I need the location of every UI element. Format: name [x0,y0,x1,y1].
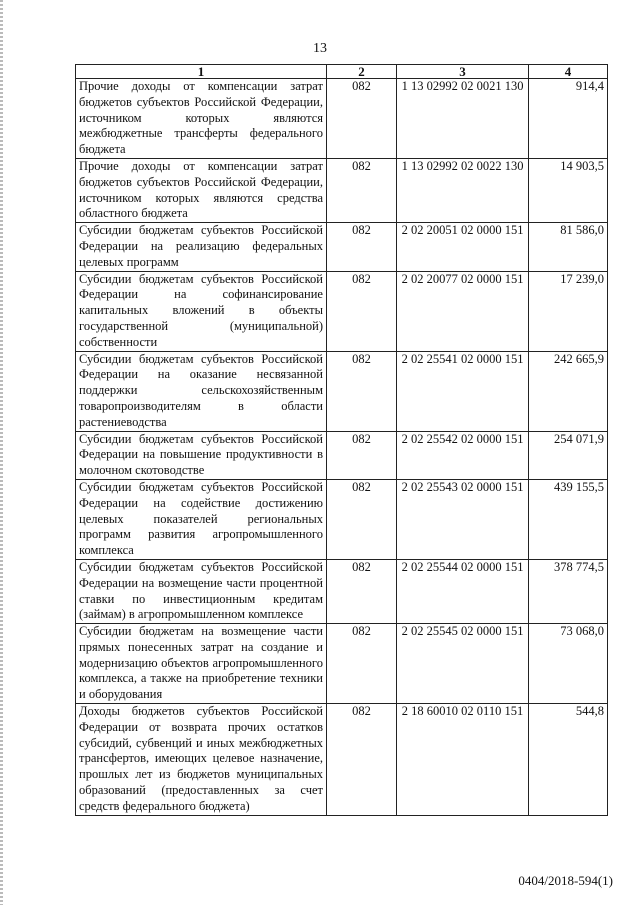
row-admin-code: 082 [327,79,397,159]
row-admin-code: 082 [327,158,397,222]
table-row [76,559,608,623]
table-row [76,223,608,271]
document-id: 0404/2018-594(1) [518,873,613,888]
row-budget-code: 2 02 20051 02 0000 151 [397,223,529,271]
table-row [76,79,608,159]
row-admin-code: 082 [327,431,397,479]
row-name: Субсидии бюджетам субъектов Российской Федерации на софинансирование капитальных вложений в объекты государственной (муниципальной) собственности [76,271,327,351]
row-amount: 14 903,5 [529,158,608,222]
header-col-4: 4 [529,65,608,79]
row-amount: 439 155,5 [529,479,608,559]
row-amount: 378 774,5 [529,559,608,623]
row-admin-code: 082 [327,559,397,623]
row-budget-code: 2 02 25544 02 0000 151 [397,559,529,623]
row-budget-code: 2 02 25541 02 0000 151 [397,351,529,431]
row-amount: 242 665,9 [529,351,608,431]
row-name: Доходы бюджетов субъектов Российской Федерации от возврата прочих остатков субсидий, субвенций и иных межбюджетных трансфертов, имеющих целевое назначение, прошлых лет из бюджетов муниципальных образований (предоставленных за счет средств федерального бюджета) [76,704,327,816]
row-amount: 914,4 [529,79,608,159]
header-col-1: 1 [76,65,327,79]
table-row [76,158,608,222]
row-admin-code: 082 [327,479,397,559]
row-budget-code: 2 02 25543 02 0000 151 [397,479,529,559]
table-row [76,479,608,559]
table-row [76,431,608,479]
row-budget-code: 2 02 25545 02 0000 151 [397,624,529,704]
row-amount: 73 068,0 [529,624,608,704]
row-name: Субсидии бюджетам субъектов Российской Федерации на оказание несвязанной поддержки сельскохозяйственным товаропроизводителям в области растениеводства [76,351,327,431]
row-amount: 254 071,9 [529,431,608,479]
row-name: Прочие доходы от компенсации затрат бюджетов субъектов Российской Федерации, источником которых являются межбюджетные трансферты федерального бюджета [76,79,327,159]
row-budget-code: 2 02 20077 02 0000 151 [397,271,529,351]
row-name: Субсидии бюджетам субъектов Российской Федерации на реализацию федеральных целевых программ [76,223,327,271]
table-row [76,704,608,816]
row-budget-code: 2 18 60010 02 0110 151 [397,704,529,816]
row-amount: 81 586,0 [529,223,608,271]
table-row [76,351,608,431]
row-admin-code: 082 [327,704,397,816]
row-budget-code: 1 13 02992 02 0022 130 [397,158,529,222]
scan-edge [0,0,3,905]
row-name: Прочие доходы от компенсации затрат бюджетов субъектов Российской Федерации, источником которых являются средства областного бюджета [76,158,327,222]
row-amount: 17 239,0 [529,271,608,351]
row-admin-code: 082 [327,223,397,271]
row-budget-code: 1 13 02992 02 0021 130 [397,79,529,159]
row-name: Субсидии бюджетам на возмещение части прямых понесенных затрат на создание и модернизацию объектов агропромышленного комплекса, а также на приобретение техники и оборудования [76,624,327,704]
revenue-table [75,64,608,816]
row-admin-code: 082 [327,351,397,431]
row-budget-code: 2 02 25542 02 0000 151 [397,431,529,479]
header-col-3: 3 [397,65,529,79]
row-name: Субсидии бюджетам субъектов Российской Федерации на повышение продуктивности в молочном скотоводстве [76,431,327,479]
table-header-row [76,65,608,79]
table-row [76,624,608,704]
row-name: Субсидии бюджетам субъектов Российской Федерации на возмещение части процентной ставки по инвестиционным кредитам (займам) в агропромышленном комплексе [76,559,327,623]
table-row [76,271,608,351]
row-admin-code: 082 [327,271,397,351]
page-number: 13 [313,41,327,56]
row-amount: 544,8 [529,704,608,816]
header-col-2: 2 [327,65,397,79]
row-name: Субсидии бюджетам субъектов Российской Федерации на содействие достижению целевых показателей региональных программ развития агропромышленного комплекса [76,479,327,559]
row-admin-code: 082 [327,624,397,704]
